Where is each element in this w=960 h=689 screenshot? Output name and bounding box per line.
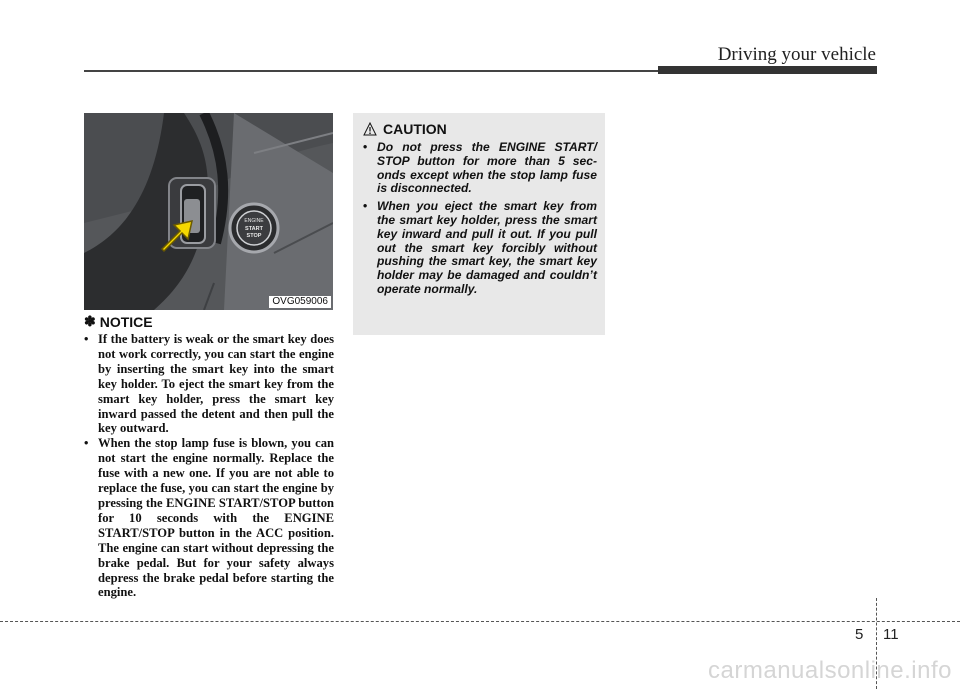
notice-list	[84, 332, 334, 600]
notice-symbol-icon: ✽	[84, 313, 96, 329]
notice-block	[84, 313, 334, 600]
footer-rule	[0, 621, 960, 622]
button-text-stop: STOP	[246, 233, 262, 239]
section-title: Driving your vehicle	[717, 44, 876, 65]
notice-item: • When the stop lamp fuse is blown, you can not start the engine normally. Replace the fuse with a new one. If you are not able to replace the fuse, you can start the engine by pressing the ENGINE START/STOP button for 10 seconds with the ENGINE START/STOP button in the ACC position. The engine can start without depressing the brake pedal. But for your safety always depress the brake pedal before starting the engine.	[84, 436, 334, 600]
caution-item: • Do not press the ENGINE START/ STOP button for more than 5 sec- onds except when the stop lamp fuse is disconnected.	[363, 140, 597, 196]
smart-key-figure	[84, 113, 333, 310]
caution-item: • When you eject the smart key from the smart key holder, press the smart key inward and pull it out. If you pull out the smart key forcibly without pushing the smart key, the smart key holder may be damaged and couldn’t operate normally.	[363, 199, 597, 296]
button-text-start: START	[245, 226, 263, 232]
page-number: 11	[883, 626, 899, 643]
notice-item: • If the battery is weak or the smart key does not work correctly, you can start the engine by inserting the smart key into the smart key holder. To eject the smart key from the smart key holder, press the smart key inward passed the detent and then pull the key outward.	[84, 332, 334, 436]
caution-title: CAUTION	[383, 121, 447, 137]
watermark: carmanualsonline.info	[708, 657, 952, 684]
button-text-engine: ENGINE	[244, 218, 264, 224]
caution-block	[353, 113, 605, 335]
header-rule-accent	[658, 66, 877, 74]
header-rule	[84, 70, 684, 72]
warning-icon	[363, 122, 377, 136]
figure-label: OVG059006	[269, 296, 331, 308]
caution-list	[363, 141, 597, 297]
smart-key-holder-illustration	[84, 113, 333, 310]
chapter-number: 5	[855, 626, 864, 643]
notice-title: NOTICE	[99, 313, 153, 330]
